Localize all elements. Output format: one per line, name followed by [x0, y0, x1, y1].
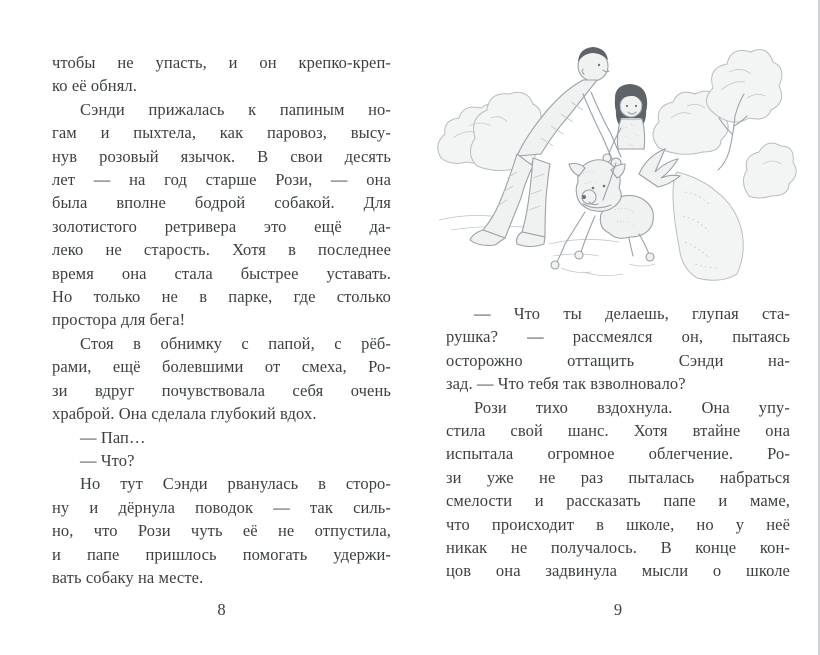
paragraph [52, 51, 391, 98]
left-page-text [52, 51, 391, 589]
paragraph [52, 426, 391, 449]
paragraph [52, 472, 391, 589]
paragraph [52, 332, 391, 426]
text-line: Но только не в парке, где столько [52, 287, 391, 307]
text-line: что происходит в школе, но у неё [446, 514, 790, 534]
left-page-number: 8 [217, 600, 226, 619]
text-line: лет — на год старше Рози, — она [52, 170, 391, 190]
text-line: вать собаку на месте. [52, 567, 204, 587]
text-line: простора для бега! [52, 310, 186, 330]
text-line: зи вдруг почувствовала себя очень [52, 380, 391, 400]
text-line: — Пап… [80, 427, 146, 447]
paragraph [52, 98, 391, 332]
text-line: храброй. Она сделала глубокий вдох. [52, 404, 317, 424]
text-line: и папе пришлось помогать удержи- [52, 544, 391, 564]
text-line: была вполне бодрой собакой. Для [52, 193, 391, 213]
text-line: стила свой шанс. Хотя втайне она [446, 421, 790, 441]
book-page-edge-line [818, 0, 820, 655]
girl-sketch [603, 84, 647, 162]
paragraph [52, 449, 391, 472]
text-line: осторожно оттащить Сэнди на- [446, 350, 790, 370]
text-line: испытала огромное облегчение. Ро- [446, 444, 790, 464]
dog-sketch [551, 149, 680, 276]
park-sketch-illustration [433, 6, 810, 300]
right-page-number: 9 [613, 600, 623, 619]
text-line: — Что? [80, 450, 135, 470]
text-line: смелости и рассказать папе и маме, [446, 491, 790, 511]
text-line: рами, ещё болевшими от смеха, Ро- [52, 357, 391, 377]
text-line: Рози тихо вздохнула. Она упу- [474, 397, 790, 417]
text-line: ко её обнял. [52, 76, 137, 96]
text-line: чтобы не упасть, и он крепко-креп- [52, 53, 391, 72]
park-sketch-svg [433, 6, 810, 300]
text-line: цов она задвинула мысли о школе [446, 561, 790, 581]
text-line: леко не старость. Хотя в последнее [52, 240, 391, 260]
text-line: зи уже не раз пыталась набраться [446, 467, 790, 487]
text-line: зад. — Что тебя так взволновало? [446, 374, 686, 394]
text-line: время она стала быстрее уставать. [52, 263, 391, 283]
paragraph [446, 302, 790, 396]
text-line: ну и дёрнула поводок — так силь- [52, 497, 391, 517]
text-line: рушка? — рассмеялся он, пытаясь [446, 327, 790, 347]
right-page-text [446, 302, 790, 583]
paragraph [446, 396, 790, 583]
text-line: Но тут Сэнди рванулась в сторо- [80, 474, 391, 494]
text-line: золотистого ретривера это ещё да- [52, 216, 391, 236]
text-line: но, что Рози чуть её не отпустила, [52, 521, 391, 541]
text-line: никак не получалось. В конце кон- [446, 538, 790, 558]
text-line: Сэнди прижалась к папиным но- [80, 99, 391, 119]
text-line: — Что ты делаешь, глупая ста- [474, 304, 790, 323]
text-line: гам и пыхтела, как паровоз, высу- [52, 123, 391, 143]
text-line: нув розовый язычок. В свои десять [52, 146, 391, 166]
text-line: Стоя в обнимку с папой, с рёб- [80, 333, 391, 353]
